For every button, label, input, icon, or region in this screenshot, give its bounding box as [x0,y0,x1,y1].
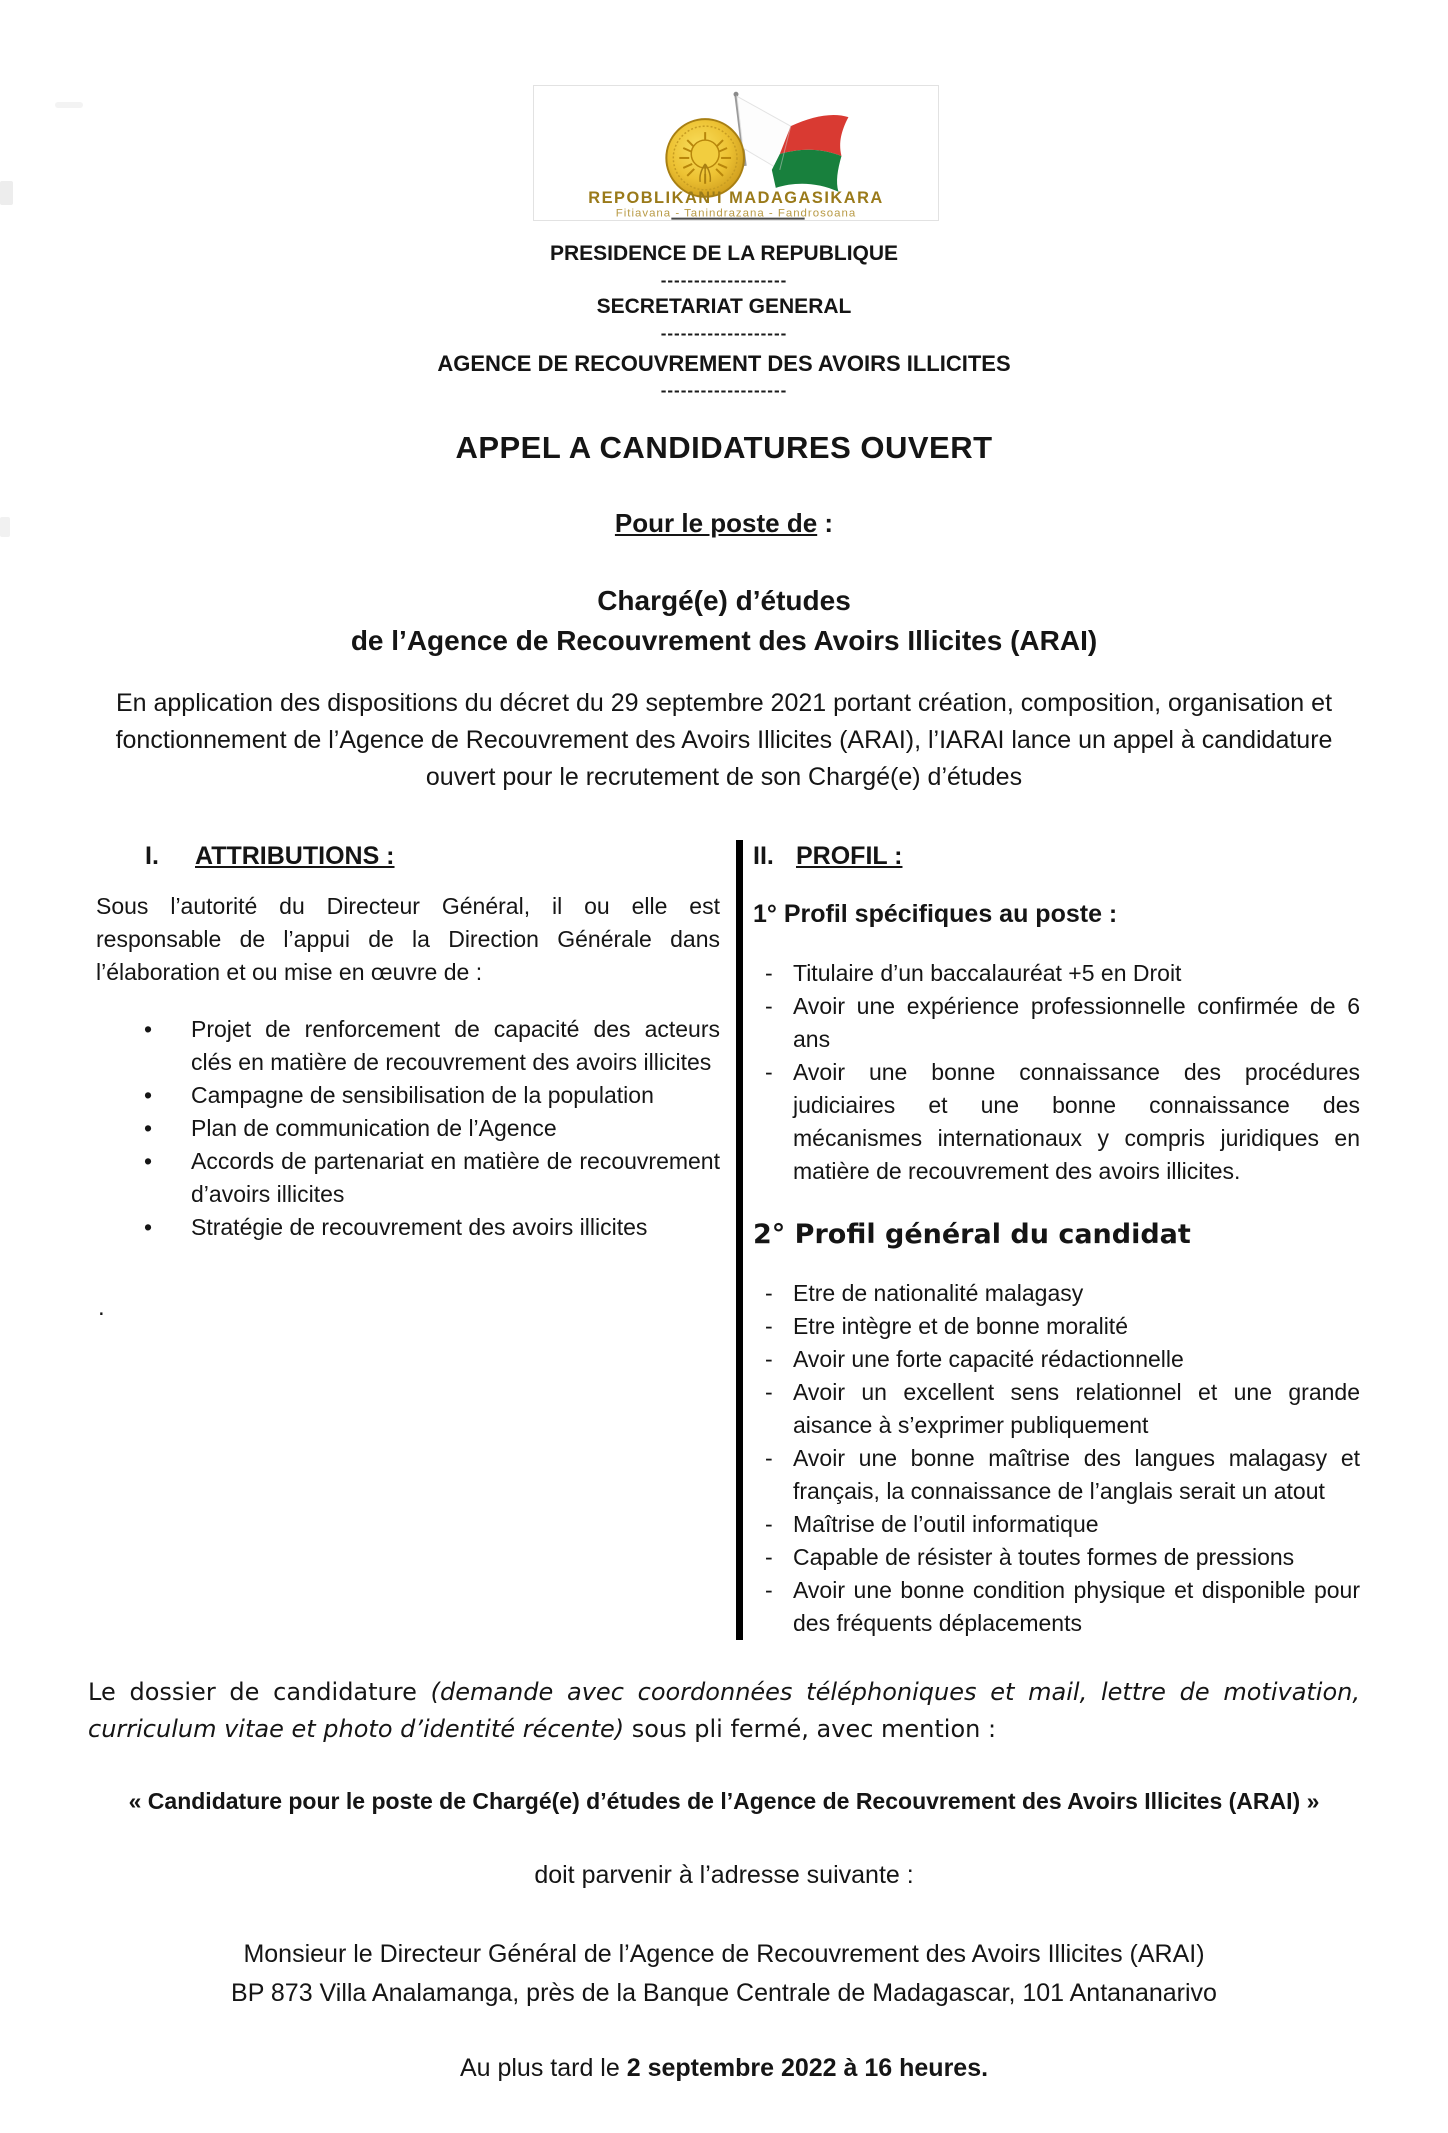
subtitle-underlined-text: Pour le poste de [614,508,818,538]
dash-icon [753,1343,793,1376]
list-item-text: Titulaire d’un baccalauréat +5 en Droit [793,960,1182,986]
seal-and-flag-icon [534,86,938,220]
list-item-text: Plan de communication de l’Agence [191,1115,557,1141]
list-item [753,957,1360,990]
list-item-text: Avoir une bonne maîtrise des langues malagasy et français, la connaissance de l’anglais serait un atout [793,1445,1360,1504]
list-item [753,1277,1360,1310]
list-item-text: Campagne de sensibilisation de la population [191,1082,654,1108]
gold-seal-icon [666,119,744,197]
dash-icon [753,1310,793,1343]
header-line-agence: AGENCE DE RECOUVREMENT DES AVOIRS ILLICITES [437,351,1011,376]
address-intro-line: doit parvenir à l’adresse suivante : [534,1861,914,1889]
list-item [88,1079,720,1112]
logo-title-text: REPOBLIKAN'I MADAGASIKARA [588,188,884,207]
list-item [753,1343,1360,1376]
dash-icon [753,990,793,1056]
list-item [88,1112,720,1145]
list-item-text: Maîtrise de l’outil informatique [793,1511,1099,1537]
bullet-icon [144,1112,191,1145]
header-line-presidence: PRESIDENCE DE LA REPUBLIQUE [549,242,899,265]
flag-red-band [780,115,849,156]
dossier-prefix: Le dossier de candidature [88,1678,431,1706]
profil-specifique-list [753,957,1360,1188]
profil-column [743,840,1360,1640]
list-item [88,1013,720,1079]
header-line-secretariat: SECRETARIAT GENERAL [596,295,852,318]
dash-icon [753,957,793,990]
deadline-prefix: Au plus tard le [459,2054,627,2082]
separator-dashes: ------------------- [660,324,788,343]
page-title: APPEL A CANDIDATURES OUVERT [455,430,993,465]
dash-icon [753,1541,793,1574]
list-item-text: Stratégie de recouvrement des avoirs illicites [191,1214,648,1240]
scan-artifact [0,181,13,205]
column-divider-line [736,840,743,1640]
dossier-suffix: sous pli fermé, avec mention : [624,1715,997,1743]
two-column-section [88,840,1360,1640]
profil-heading-number: II. [753,842,774,870]
madagascar-republic-logo [533,85,939,221]
dash-icon [753,1277,793,1310]
document-page [0,85,1448,2133]
bullet-icon [144,1211,191,1244]
list-item [88,1145,720,1211]
position-title-line2: de l’Agence de Recouvrement des Avoirs Illicites (ARAI) [350,625,1098,656]
list-item-text: Etre de nationalité malagasy [793,1280,1084,1306]
list-item-text: Avoir une forte capacité rédactionnelle [793,1346,1184,1372]
list-item [753,990,1360,1056]
list-item [753,1442,1360,1508]
bullet-icon [144,1079,191,1112]
dash-icon [753,1574,793,1640]
deadline-line [0,2054,1448,2083]
list-item [753,1056,1360,1188]
profil-general-title: 2° Profil général du candidat [753,1219,1191,1250]
attributions-bullet-list [88,1013,720,1244]
list-item-text: Etre intègre et de bonne moralité [793,1313,1128,1339]
list-item [753,1376,1360,1442]
candidature-mention-line: « Candidature pour le poste de Chargé(e) d’études de l’Agence de Recouvrement des Avoirs Illicites (ARAI) » [128,1788,1320,1814]
list-item [753,1310,1360,1343]
flag-green-band [772,150,842,192]
deadline-date-bold: 2 septembre 2022 à 16 heures. [626,2054,989,2082]
attributions-heading [88,840,720,872]
position-title-line1: Chargé(e) d’études [597,585,851,616]
intro-paragraph: En application des dispositions du décret du 29 septembre 2021 portant création, composition, organisation et fonctionnement de l’Agence de Recouvrement des Avoirs Illicites (ARAI), l’IARAI lance un appel à candidature ouvert pour le recrutement de son Chargé(e) d’études [115,689,1333,791]
stray-period: . [98,1294,105,1321]
list-item-text: Avoir une bonne condition physique et disponible pour des fréquents déplacements [793,1577,1360,1636]
attributions-column [88,840,736,1640]
scan-artifact [55,102,83,108]
dash-icon [753,1508,793,1541]
list-item-text: Avoir un excellent sens relationnel et une grande aisance à s’exprimer publiquement [793,1379,1360,1438]
list-item-text: Accords de partenariat en matière de recouvrement d’avoirs illicites [191,1148,720,1207]
list-item-text: Avoir une expérience professionnelle confirmée de 6 ans [793,993,1360,1052]
logo-motto-text: Fitiavana - Tanindrazana - Fandrosoana [615,207,857,220]
profil-general-list [753,1277,1360,1640]
address-line-director: Monsieur le Directeur Général de l’Agence de Recouvrement des Avoirs Illicites (ARAI) [243,1940,1205,1968]
profil-heading [753,840,1360,872]
dossier-italic-part: (demande avec coordonnées téléphoniques et mail, lettre de motivation, curriculum vitae et photo d’identité récente) [88,1678,1361,1743]
attributions-intro: Sous l’autorité du Directeur Général, il ou elle est responsable de l’appui de la Direction Générale dans l’élaboration et ou mise en œuvre de : [96,893,720,985]
list-item-text: Capable de résister à toutes formes de pressions [793,1544,1295,1570]
subtitle-poste [0,508,1448,539]
subtitle-colon: : [817,508,834,538]
separator-dashes: ------------------- [660,381,788,400]
dash-icon [753,1442,793,1508]
bullet-icon [144,1145,191,1211]
dash-icon [753,1056,793,1188]
bullet-icon [144,1013,191,1079]
attributions-heading-number: I. [145,842,159,870]
profil-specifique-title: 1° Profil spécifiques au poste : [753,900,1118,928]
list-item [753,1574,1360,1640]
list-item [88,1211,720,1244]
list-item-text: Projet de renforcement de capacité des acteurs clés en matière de recouvrement des avoirs illicites [191,1016,720,1075]
address-line-bp: BP 873 Villa Analamanga, près de la Banque Centrale de Madagascar, 101 Antananarivo [231,1979,1217,2007]
list-item [753,1541,1360,1574]
list-item [753,1508,1360,1541]
dash-icon [753,1376,793,1442]
attributions-heading-text: ATTRIBUTIONS : [195,842,395,870]
scan-artifact [0,517,10,537]
dossier-paragraph [88,1674,1360,1748]
profil-heading-text: PROFIL : [796,842,903,870]
list-item-text: Avoir une bonne connaissance des procédures judiciaires et une bonne connaissance des mécanismes internationaux y compris juridiques en matière de recouvrement des avoirs illicites. [793,1059,1360,1184]
separator-dashes: ------------------- [660,271,788,290]
